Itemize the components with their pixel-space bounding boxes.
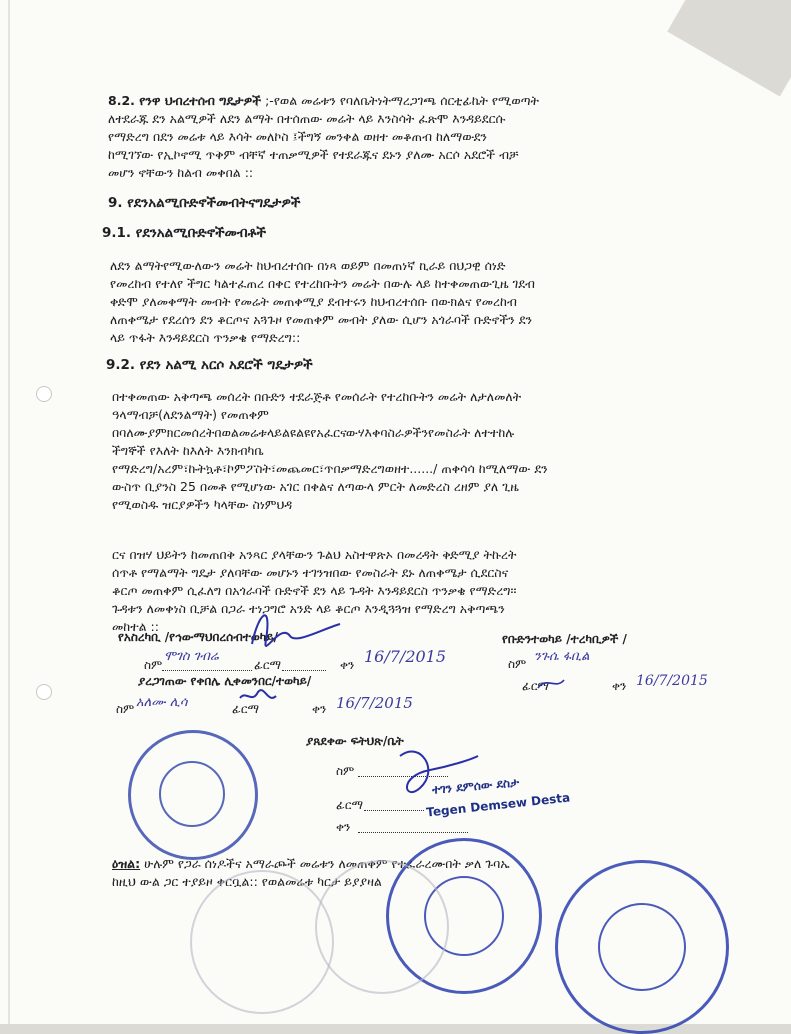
section-8-2-line-3: የማድረግ በደን መሬቱ ላይ እሳት መለኮስ ፤ችግኝ መንቀል ወዘተ መቆጠብ ከለማውደን [108, 129, 487, 144]
label-approver: ያጸደቀው ፍትህጽ/ቤት [306, 734, 404, 748]
section-9-2-line-2: ዓላማብቻ(ለደንልማት) የመጠቀም [112, 407, 269, 422]
label-signature: ፊርማ [232, 702, 260, 716]
faded-seal [315, 860, 449, 994]
label-date: ቀን [340, 658, 355, 672]
note-line-1: ዕዝል: ሁሉም የጋራ ሰነዶችና አማራጮች መሬቱን ለመጠቀም የተፈራረሙበት ቃለ ጉባኤ [112, 856, 510, 871]
section-9-1-heading: 9.1. የደንአልሚቡድኖችመብቶች [102, 225, 267, 241]
section-9-2-line-1: በተቀመጠው አቅጣጫ መሰረት በቡድን ተደራጅቶ የመሰራት የተረከቡትን መሬት ለታለመለት [112, 389, 522, 404]
label-lessor: የቡድንተወካይ /ተረካቢዎች / [502, 632, 627, 646]
section-8-2-line-1: 8.2. የንዋ ህብረተሰብ ግዴታዎች ;-የወል መሬቱን የባለቤትነትማረጋገጫ ሰርቲፊኬት የሚወጣት [108, 93, 539, 108]
handwritten-date-3: 16/7/2015 [336, 694, 413, 712]
handwritten-name-2: ንጉሴ ፋቢል [534, 649, 590, 664]
stamp-name-amharic: ተገን ደምሰው ደስታ [431, 775, 520, 797]
official-seal-1 [128, 730, 258, 860]
signature-stroke [538, 680, 564, 688]
section-9-1-line-3: ቀድሞ ያለመቀማት መብት የመሬት መጠቀሚያ ደብተሩን ከህብረተሰቡ በውክልና የመረከብ [110, 294, 517, 309]
signature-stroke [252, 615, 340, 646]
section-9-2-heading: 9.2. የደን አልሚ አርሶ አደሮች ግዴታዎች [106, 357, 313, 373]
faded-seal [190, 870, 334, 1014]
official-seal-3 [555, 860, 729, 1034]
handwritten-date-2: 16/7/2015 [636, 673, 708, 689]
stamp-name-english: Tegen Demsew Desta [425, 790, 571, 820]
section-9-1-line-5: ላይ ጥፋት እንዳይደርስ ጥንቃቄ የማድረግ:: [110, 330, 301, 345]
handwritten-date-1: 16/7/2015 [364, 647, 447, 666]
paragraph-line-4: ጉዳቱን ለመቀነስ ቢቻል በጋራ ተነጋግሮ አንድ ላይ ቆርጦ እንዲጓጓዝ የማድረግ አቅጣጫን [112, 601, 505, 616]
paragraph-line-3: ቆርጦ መጠቀም ሲፈለግ በአጎራባች ቡድኖች ደን ላይ ጉዳት እንዳይደርስ ጥንቃቄ የማድረግ፡፡ [112, 583, 517, 598]
handwritten-name-1: ሞገስ ገብሬ [164, 649, 219, 664]
section-9-2-line-6: ውስጥ ቢያንስ 25 በመቶ የሚሆነው አገር በቀልና ለጣውላ ምርት ለመድረስ ረዘም ያለ ጊዜ [112, 479, 519, 494]
section-9-1-line-4: ለጠቀሜታ የደረሰን ደን ቆርጦና አጓጉዞ የመጠቀም መብት ያለው ሲሆን አጎራባች ቡድኖችን ደን [110, 312, 533, 327]
label-date: ቀን [312, 702, 327, 716]
section-9-2-line-4: ችግኞች የእለት ከእለት እንክብካቤ [112, 443, 264, 458]
label-name: ስም [508, 657, 527, 671]
section-9-2-line-7: የሚወስዱ ዝርያዎችን ካላቸው ስነምህዳ [112, 497, 293, 512]
label-name: ስም [336, 764, 355, 778]
label-signature: ፊርማ [336, 798, 364, 812]
note-line-2: ከዚህ ውል ጋር ተያይዞ ቀርቧል:: የወልመሬቱ ካርታ ይያያዛል [112, 874, 382, 889]
section-8-2-line-4: ከሚገኘው የኢኮኖሚ ጥቅም ብቸኛ ተጠቃሚዎች የተደራጁና ደኑን ያለሙ አርሶ አደሮች ብቻ [108, 147, 519, 162]
section-9-2-line-3: በባለሙያምክርመሰረትበወልመሬቱላይልዩልዩየአፈርናውሃእቀባስራዎችንየመስራት ለተተከሉ [112, 425, 515, 440]
section-8-2-line-5: መሆን ኖቸውን ከልብ መቀበል :: [108, 165, 254, 180]
label-signature: ፊርማ [254, 658, 282, 672]
label-lessee: የአስረካቢ /የኅውማህበረሰብተወካይ/ [118, 630, 279, 644]
label-witness-agency: ያረጋገጠው የቀበሌ ሊቀመንበር/ተወካይ/ [138, 674, 312, 688]
section-9-2-line-5: የማድረግ/አረም፣ኩትኳቶ፣ኮምፖስት፣መጨመር፣ጥበቃማድረግወዘተ....../ ጠቀሳሳ ከሚለማው ደን [112, 461, 548, 476]
paragraph-line-2: ሰጥቶ የማልማት ግዴታ ያለባቸው መሆኑን ተገንዝበው የመስራት ደኑ ለጠቀሜታ ሲደርስና [112, 565, 509, 580]
paragraph-line-5: መከተል :: [112, 619, 159, 634]
label-name: ስም [144, 658, 163, 672]
label-name: ስም [116, 702, 135, 716]
paragraph-line-1: ርና በዝሃ ህይትን ከመጠበቅ አንጻር ያላቸውን ጉልህ አስተዋጽኦ በመረዳት ቅድሚያ ትኩረት [112, 547, 517, 562]
label-signature: ፊርማ [522, 679, 550, 693]
signature-stroke [240, 690, 276, 698]
label-date: ቀን [336, 820, 351, 834]
section-9-1-line-2: የመረከብ የተለየ ችግር ካልተፈጠረ በቀር የተረከቡትን መሬት በውሉ ላይ ከተቀመጠውጊዜ ገደብ [110, 276, 535, 291]
section-8-2-line-2: ለተደራጁ ደን አልሚዎች ለደን ልማት በተሰጠው መሬት ላይ እንስሳት ፈጽሞ እንዳይደርሱ [108, 111, 506, 126]
handwritten-name-3: አለሙ ሊሳ [136, 695, 188, 710]
section-9-heading: 9. የደንአልሚቡድኖችመብትናግዴታዎች [108, 195, 301, 211]
label-date: ቀን [612, 679, 627, 693]
section-9-1-line-1: ለደን ልማትየሚውለውን መሬት ከህብረተሰቡ በነጻ ወይም በመጠነኛ ኪራይ በህጋዊ ሰነድ [110, 258, 506, 273]
